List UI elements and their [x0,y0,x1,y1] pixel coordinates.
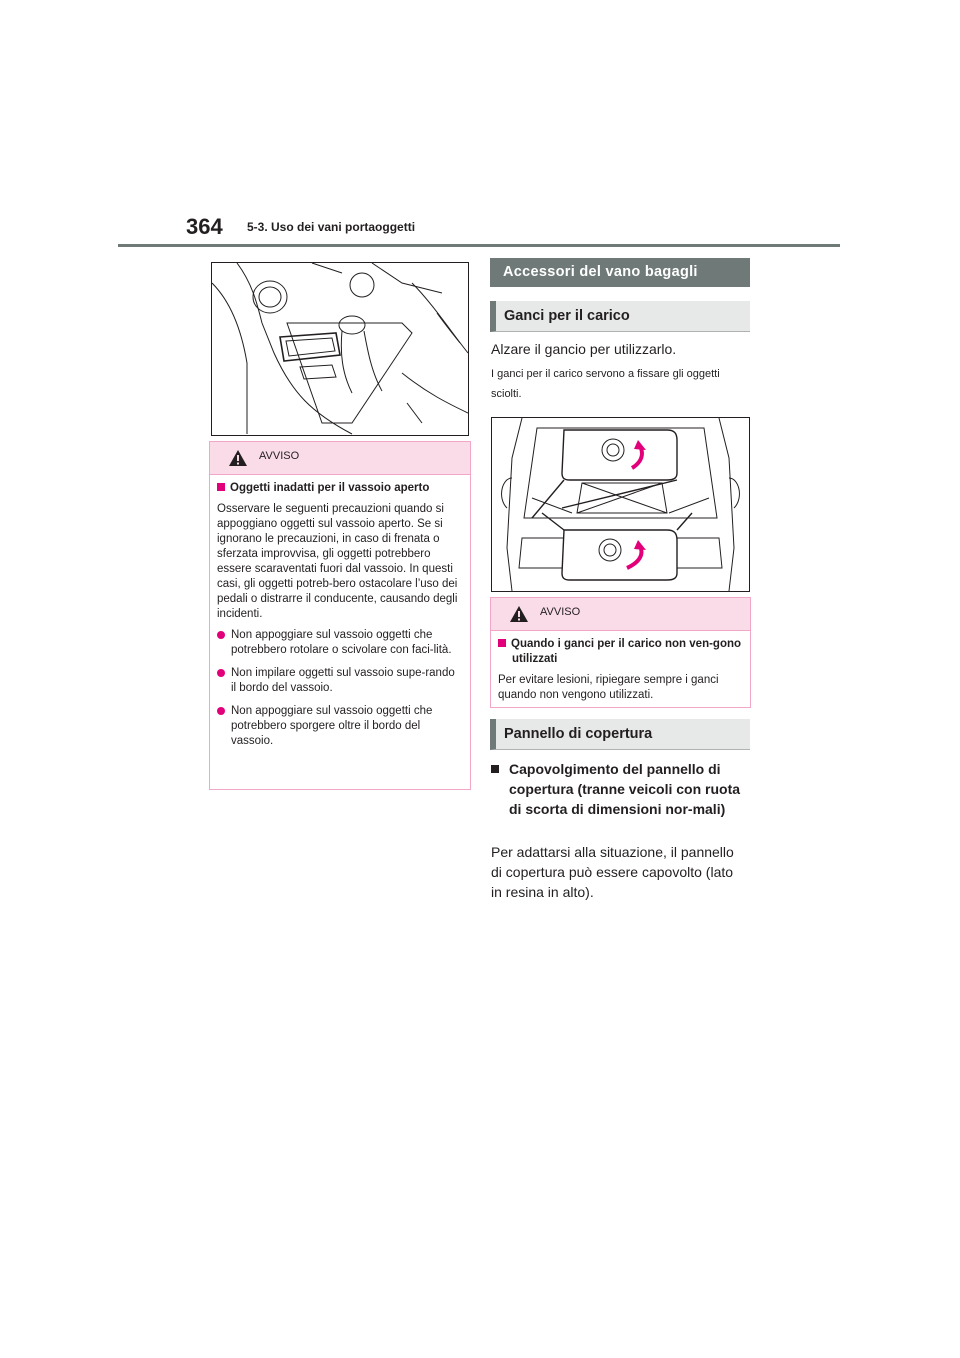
warning-subtitle-text: Oggetti inadatti per il vassoio aperto [230,482,430,494]
warning-bullet-text: Non impilare oggetti sul vassoio supe-rando il bordo del vassoio. [231,667,455,694]
warning-bullet-text: Non appoggiare sul vassoio oggetti che potrebbero rotolare o scivolare con faci-lità. [231,629,452,656]
warning-label: AVVISO [540,606,581,618]
square-bullet-icon [498,639,506,647]
warning-subtitle-text: Quando i ganci per il carico non ven-gono utilizzati [511,638,742,665]
section-title: 5-3. Uso dei vani portaoggetti [247,220,416,234]
center-console-tray-illustration [211,262,469,436]
warning-box [209,441,471,790]
item-text: Per adattarsi alla situazione, il pannello di copertura può essere capovolto (lato in resina in alto). [491,844,734,900]
warning-subtitle [217,481,462,496]
round-bullet-icon [217,631,225,639]
warning-triangle-icon [509,605,529,623]
warning-paragraph: Per evitare lesioni, ripiegare sempre i ganci quando non vengono utilizzati. [498,674,719,701]
warning-triangle-icon [228,449,248,467]
main-heading: Accessori del vano bagagli [490,258,750,287]
cargo-hooks-instruction: Alzare il gancio per utilizzarlo. [491,341,677,357]
page-number: 364 [186,214,223,239]
cover-panel-heading: Pannello di copertura [490,719,750,750]
item-heading-text: Capovolgimento del pannello di copertura (tranne veicoli con ruota di scorta di dimensioni nor-mali) [509,761,741,817]
warning-bullet [217,628,462,658]
header-rule [118,244,840,247]
warning-bullet [217,704,462,749]
warning-subtitle [498,637,742,667]
round-bullet-icon [217,669,225,677]
warning-bullet [217,666,462,696]
cargo-hooks-illustration [491,417,750,592]
cargo-hooks-note: I ganci per il carico servono a fissare gli oggetti sciolti. [491,368,720,400]
warning-header [491,598,750,631]
cargo-hooks-heading: Ganci per il carico [490,301,750,332]
square-bullet-icon [217,483,225,491]
round-bullet-icon [217,707,225,715]
warning-header [210,442,470,475]
item-heading [491,759,749,819]
square-bullet-icon [491,765,499,773]
warning-label: AVVISO [259,450,300,462]
warning-bullet-text: Non appoggiare sul vassoio oggetti che potrebbero sporgere oltre il bordo del vassoio. [231,705,433,747]
warning-paragraph: Osservare le seguenti precauzioni quando si appoggiano oggetti sul vassoio aperto. Se si ignorano le precauzioni, in caso di frenata o sferzata improvvisa, gli oggetti potrebbero essere scaraventati fuori dal vassoio. In questi casi, gli oggetti potreb-bero ostacolare l’uso dei pedali o distrarre il conducente, causando degli incidenti. [217,503,458,620]
warning-box [490,597,751,708]
